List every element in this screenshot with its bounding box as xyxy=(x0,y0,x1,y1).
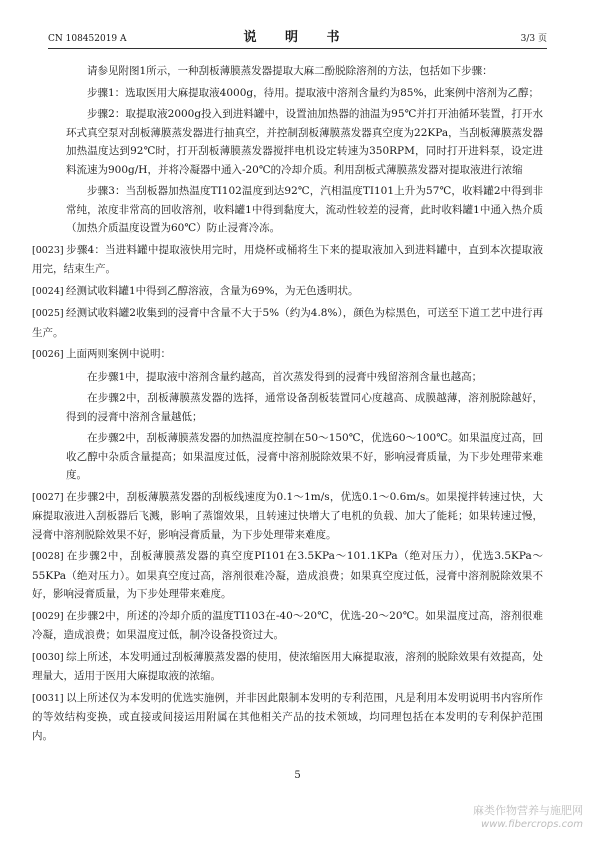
paragraph-0027 xyxy=(32,488,543,545)
paragraph-text: 在步骤2中，刮板薄膜蒸发器的刮板线速度为0.1～1m/s，优选0.1～0.6m/s。如果搅拌转速过快，大麻提取液进入刮板器后飞溅，影响了蒸馏效果，且转速过快增大了电机的负载、加大了能耗；如果转速过慢，浸膏中溶剂脱除效果不好，影响浸膏质量，为下步处理带来难度。 xyxy=(32,490,543,541)
paragraph-text: 经测试收料罐2收集到的浸膏中含量不大于5%（约为4.8%），颜色为棕黑色，可送至下道工艺中进行再生产。 xyxy=(32,307,543,339)
paragraph-text: 步骤4：当进料罐中提取液快用完时，用烧杯或桶将生下来的提取液加入到进料罐中，直到本次提取液用完，结束生产。 xyxy=(32,243,543,275)
paragraph-0030 xyxy=(32,648,543,686)
patent-number: CN 108452019 A xyxy=(48,34,127,44)
watermark-site-name: 麻类作物营养与施肥网 xyxy=(473,804,583,817)
paragraph-text: 以上所述仅为本发明的优选实施例，并非因此限制本发明的专利范围，凡是利用本发明说明书内容所作的等效结构变换，或直接或间接运用附属在其他相关产品的技术领域，均同理包括在本发明的专利保护范围内。 xyxy=(32,691,543,742)
paragraph-0025 xyxy=(32,304,543,342)
paragraph-note1: 在步骤1中，提取液中溶剂含量约越高，首次蒸发得到的浸膏中残留溶剂含量也越高； xyxy=(87,370,483,383)
page-indicator: 3/3 页 xyxy=(520,34,547,44)
paragraph-number: [0028] xyxy=(32,551,64,562)
paragraph-step3: 步骤3：当刮板器加热温度TI102温度到达92℃，汽相温度TI101上升为57℃，收料罐2中得到非常纯，浓度非常高的回收溶剂，收料罐1中得到黏度大，流动性较差的浸膏，此时收料罐1中通入热介质（加热介质温度设置为60℃）防止浸膏冷冻。 xyxy=(66,185,543,234)
paragraph-text: 上面两则案例中说明： xyxy=(66,348,171,360)
paragraph-number: [0030] xyxy=(32,651,64,663)
paragraph-0024 xyxy=(32,282,543,302)
document-body xyxy=(32,62,543,748)
paragraph-number: [0031] xyxy=(32,692,64,704)
paragraph-text: 经测试收料罐1中得到乙醇溶液，含量为69%，为无色透明状。 xyxy=(66,284,359,297)
paragraph-note2: 在步骤2中，刮板薄膜蒸发器的选择，通常设备刮板装置同心度越高、成膜越薄，溶剂脱除越好，得到的浸膏中溶剂含量越低； xyxy=(66,392,543,423)
paragraph-number: [0023] xyxy=(32,244,64,256)
paragraph-number: [0027] xyxy=(32,491,64,503)
paragraph-step1: 步骤1：选取医用大麻提取液4000g，待用。提取液中溶剂含量约为85%，此案例中溶剂为乙醇； xyxy=(87,86,539,99)
paragraph-0023 xyxy=(32,241,543,279)
paragraph-0028 xyxy=(32,547,543,604)
paragraph-text: 在步骤2中，刮板薄膜蒸发器的真空度PI101在3.5KPa～101.1KPa（绝对压力），优选3.5KPa～55KPa（绝对压力）。如果真空度过高，溶剂很难冷凝，造成浪费；如果真空度过低，浸膏中溶剂脱除效果不好，影响浸膏质量，为下步处理带来难度。 xyxy=(32,550,543,600)
paragraph-0029 xyxy=(32,607,543,645)
paragraph-text: 综上所述，本发明通过刮板薄膜蒸发器的使用，使浓缩医用大麻提取液，溶剂的脱除效果有效提高，处理量大，适用于医用大麻提取液的浓缩。 xyxy=(32,650,543,682)
paragraph-intro: 请参见附图1所示，一种刮板薄膜蒸发器提取大麻二酚脱除溶剂的方法，包括如下步骤： xyxy=(87,65,493,77)
paragraph-0026 xyxy=(32,345,543,365)
paragraph-note3: 在步骤2中，刮板薄膜蒸发器的加热温度控制在50～150℃，优选60～100℃。如果温度过高，回收乙醇中杂质含量提高；如果温度过低，浸膏中溶剂脱除效果不好，影响浸膏质量，为下步处理带来难度。 xyxy=(66,432,543,481)
watermark-url: www.fibercrops.com xyxy=(481,819,583,830)
paragraph-number: [0024] xyxy=(32,285,64,297)
paragraph-number: [0026] xyxy=(32,349,64,360)
paragraph-0031 xyxy=(32,689,543,746)
document-title: 说 明 书 xyxy=(243,30,352,45)
page-number: 5 xyxy=(294,770,301,781)
page-header xyxy=(48,26,547,49)
paragraph-step2: 步骤2：取提取液2000g投入到进料罐中，设置油加热器的油温为95℃并打开油循环装置，打开水环式真空泵对刮板薄膜蒸发器进行抽真空，并控制刮板薄膜蒸发器真空度为22KPa，当刮板薄膜蒸发器加热温度达到92℃时，打开刮板薄膜蒸发器搅拌电机设定转速为350RPM，同时打开进料泵，设定进料流速为900g/H，并将冷凝器中通入-20℃的冷却介质。利用刮板式薄膜蒸发器对提取液进行浓缩 xyxy=(66,108,543,176)
paragraph-text: 在步骤2中，所述的冷却介质的温度TI103在-40～20℃，优选-20～20℃。如果温度过高，溶剂很难冷凝，造成浪费；如果温度过低，制冷设备投资过大。 xyxy=(32,609,543,641)
paragraph-number: [0025] xyxy=(32,308,64,319)
paragraph-number: [0029] xyxy=(32,610,64,622)
site-watermark xyxy=(473,804,583,832)
